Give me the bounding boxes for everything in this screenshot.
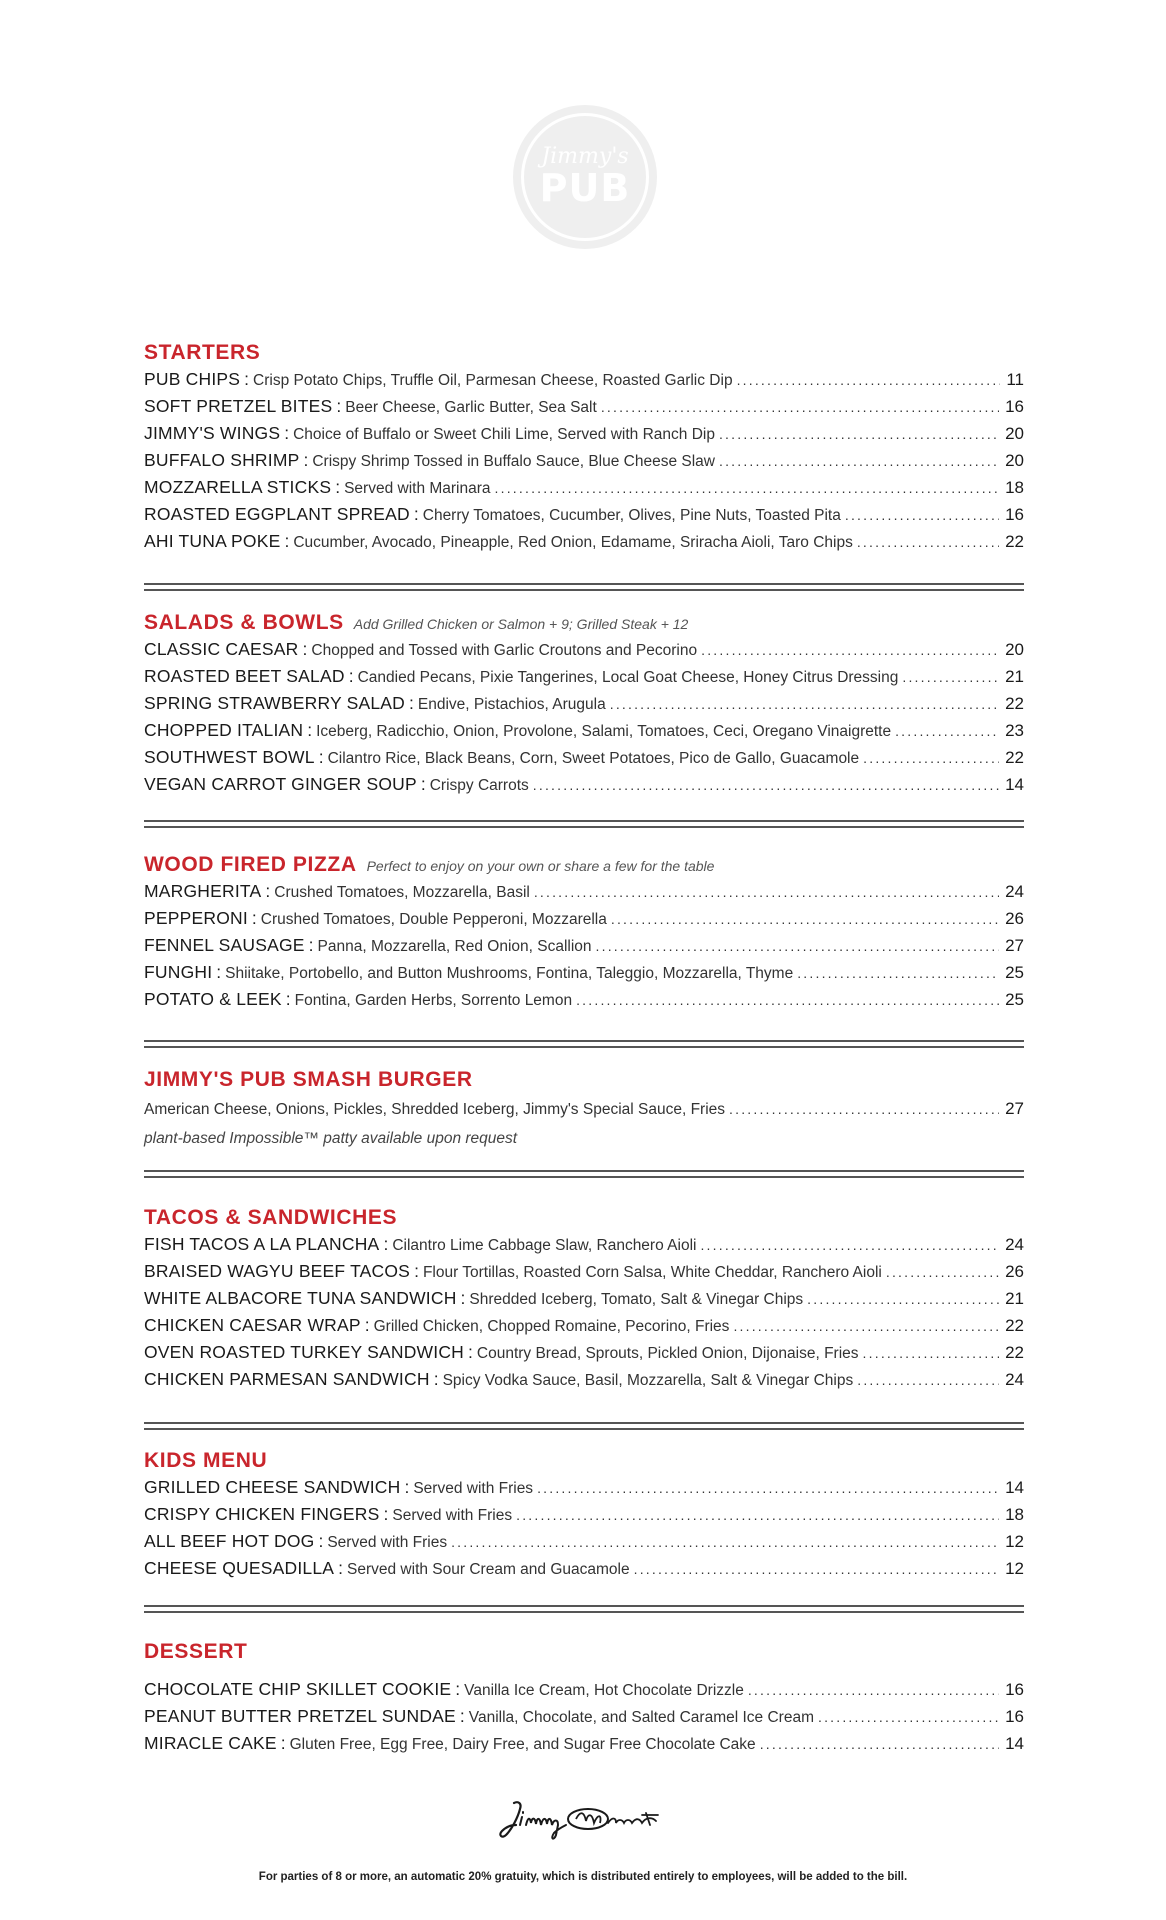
menu-item — [144, 423, 1024, 450]
item-price: 27 — [1005, 936, 1024, 955]
section-divider — [144, 1040, 1024, 1048]
leader-dots — [451, 1534, 999, 1550]
item-price: 21 — [1005, 1289, 1024, 1308]
item-name: PEANUT BUTTER PRETZEL SUNDAE — [144, 1706, 456, 1726]
item-name: BUFFALO SHRIMP — [144, 450, 300, 470]
item-price: 22 — [1005, 748, 1024, 767]
menu-item — [144, 639, 1024, 666]
section-kids — [144, 1449, 1024, 1585]
menu-item — [144, 720, 1024, 747]
item-price: 22 — [1005, 1343, 1024, 1362]
section-title: JIMMY'S PUB SMASH BURGER — [144, 1068, 473, 1091]
item-separator: : — [383, 1234, 389, 1254]
menu-item — [144, 1733, 1024, 1760]
pub-logo — [513, 105, 657, 249]
item-separator: : — [265, 881, 271, 901]
item-description: Crisp Potato Chips, Truffle Oil, Parmesan Cheese, Roasted Garlic Dip — [253, 372, 733, 389]
item-separator: : — [413, 504, 419, 524]
section-tacos — [144, 1206, 1024, 1396]
item-name: PEPPERONI — [144, 908, 248, 928]
leader-dots — [719, 426, 999, 442]
menu-item — [144, 908, 1024, 935]
item-name: SOFT PRETZEL BITES — [144, 396, 333, 416]
item-price: 20 — [1005, 424, 1024, 443]
item-price: 16 — [1005, 397, 1024, 416]
item-separator: : — [285, 989, 291, 1009]
item-separator: : — [284, 423, 290, 443]
section-dessert — [144, 1640, 1024, 1760]
item-price: 24 — [1005, 1235, 1024, 1254]
item-price: 18 — [1005, 478, 1024, 497]
item-note: plant-based Impossible™ patty available upon request — [144, 1130, 518, 1147]
item-name: FUNGHI — [144, 962, 213, 982]
item-price: 14 — [1005, 1478, 1024, 1497]
item-price: 14 — [1005, 775, 1024, 794]
item-description: Served with Sour Cream and Guacamole — [347, 1561, 630, 1578]
item-description: Crushed Tomatoes, Mozzarella, Basil — [274, 884, 530, 901]
leader-dots — [700, 1237, 999, 1253]
leader-dots — [634, 1561, 999, 1577]
item-price: 22 — [1005, 1316, 1024, 1335]
section-divider — [144, 583, 1024, 591]
section-title: STARTERS — [144, 341, 261, 364]
item-name: WHITE ALBACORE TUNA SANDWICH — [144, 1288, 457, 1308]
item-separator: : — [364, 1315, 370, 1335]
item-name: SOUTHWEST BOWL — [144, 747, 315, 767]
leader-dots — [895, 723, 999, 739]
menu-item — [144, 1558, 1024, 1585]
leader-dots — [495, 480, 1000, 496]
section-pizza — [144, 853, 1024, 1016]
item-description: Gluten Free, Egg Free, Dairy Free, and Sugar Free Chocolate Cake — [289, 1736, 756, 1753]
menu-item — [144, 774, 1024, 801]
menu-item — [144, 1099, 1024, 1126]
menu-item — [144, 1369, 1024, 1396]
item-price: 18 — [1005, 1505, 1024, 1524]
item-name: SPRING STRAWBERRY SALAD — [144, 693, 406, 713]
item-name: CRISPY CHICKEN FINGERS — [144, 1504, 380, 1524]
item-price: 22 — [1005, 532, 1024, 551]
leader-dots — [863, 750, 999, 766]
item-name: BRAISED WAGYU BEEF TACOS — [144, 1261, 411, 1281]
item-price: 14 — [1005, 1734, 1024, 1753]
menu-item — [144, 1679, 1024, 1706]
leader-dots — [902, 669, 999, 685]
leader-dots — [611, 911, 999, 927]
item-separator: : — [284, 531, 290, 551]
menu-item — [144, 935, 1024, 962]
item-description: Country Bread, Sprouts, Pickled Onion, Dijonaise, Fries — [476, 1345, 859, 1362]
menu-item — [144, 747, 1024, 774]
leader-dots — [807, 1291, 999, 1307]
item-description: Crushed Tomatoes, Double Pepperoni, Mozzarella — [260, 911, 607, 928]
section-note: Add Grilled Chicken or Salmon + 9; Grilled Steak + 12 — [353, 616, 689, 632]
leader-dots — [576, 992, 999, 1008]
item-separator: : — [455, 1679, 461, 1699]
item-price: 25 — [1005, 990, 1024, 1009]
item-description: Served with Fries — [327, 1534, 448, 1551]
menu-item — [144, 881, 1024, 908]
leader-dots — [737, 372, 1001, 388]
item-name: PUB CHIPS — [144, 369, 241, 389]
menu-item — [144, 989, 1024, 1016]
item-name: GRILLED CHEESE SANDWICH — [144, 1477, 401, 1497]
menu-item — [144, 1234, 1024, 1261]
leader-dots — [797, 965, 999, 981]
section-divider — [144, 1170, 1024, 1178]
item-separator: : — [348, 666, 354, 686]
leader-dots — [857, 534, 999, 550]
item-separator: : — [404, 1477, 410, 1497]
item-separator: : — [302, 639, 308, 659]
leader-dots — [701, 642, 999, 658]
item-price: 24 — [1005, 1370, 1024, 1389]
item-description: Cherry Tomatoes, Cucumber, Olives, Pine Nuts, Toasted Pita — [422, 507, 841, 524]
item-description: Fontina, Garden Herbs, Sorrento Lemon — [294, 992, 573, 1009]
item-price: 27 — [1005, 1099, 1024, 1118]
item-description: American Cheese, Onions, Pickles, Shredded Iceberg, Jimmy's Special Sauce, Fries — [144, 1101, 726, 1118]
item-description: Iceberg, Radicchio, Onion, Provolone, Salami, Tomatoes, Ceci, Oregano Vinaigrette — [316, 723, 892, 740]
menu-item — [144, 369, 1024, 396]
leader-dots — [610, 696, 999, 712]
menu-item — [144, 1288, 1024, 1315]
leader-dots — [748, 1682, 999, 1698]
menu-item — [144, 666, 1024, 693]
section-title: SALADS & BOWLS — [144, 611, 344, 634]
item-description: Vanilla, Chocolate, and Salted Caramel Ice Cream — [468, 1709, 814, 1726]
section-title: DESSERT — [144, 1640, 248, 1663]
item-description: Shiitake, Portobello, and Button Mushrooms, Fontina, Taleggio, Mozzarella, Thyme — [225, 965, 794, 982]
leader-dots — [533, 777, 999, 793]
gratuity-notice: For parties of 8 or more, an automatic 20% gratuity, which is distributed entirely to employees, will be added to the bill. — [258, 1871, 908, 1883]
leader-dots — [516, 1507, 999, 1523]
section-burger — [144, 1068, 1024, 1152]
item-separator: : — [251, 908, 257, 928]
item-name: ROASTED BEET SALAD — [144, 666, 345, 686]
item-price: 26 — [1005, 909, 1024, 928]
item-separator: : — [414, 1261, 419, 1281]
item-description: Cilantro Rice, Black Beans, Corn, Sweet Potatoes, Pico de Gallo, Guacamole — [327, 750, 860, 767]
menu-item — [144, 396, 1024, 423]
section-note: Perfect to enjoy on your own or share a few for the table — [366, 858, 715, 874]
item-name: FENNEL SAUSAGE — [144, 935, 305, 955]
item-name: CHICKEN CAESAR WRAP — [144, 1315, 361, 1335]
item-separator: : — [335, 477, 341, 497]
leader-dots — [601, 399, 999, 415]
item-name: ALL BEEF HOT DOG — [144, 1531, 315, 1551]
item-description: Choice of Buffalo or Sweet Chili Lime, Served with Ranch Dip — [293, 426, 715, 443]
signature-image — [496, 1795, 676, 1843]
item-price: 21 — [1005, 667, 1024, 686]
logo-pub-text: PUB — [539, 166, 631, 210]
item-separator: : — [308, 935, 314, 955]
item-name: CHEESE QUESADILLA — [144, 1558, 335, 1578]
item-price: 11 — [1006, 370, 1024, 389]
item-price: 24 — [1005, 882, 1024, 901]
item-separator: : — [409, 693, 414, 713]
item-price: 16 — [1005, 505, 1024, 524]
item-separator: : — [336, 396, 342, 416]
item-separator: : — [459, 1706, 465, 1726]
item-description: Shredded Iceberg, Tomato, Salt & Vinegar Chips — [469, 1291, 804, 1308]
menu-item — [144, 1477, 1024, 1504]
item-price: 12 — [1005, 1532, 1024, 1551]
item-description: Crispy Carrots — [429, 777, 529, 794]
item-description: Served with Fries — [413, 1480, 534, 1497]
item-name: MOZZARELLA STICKS — [144, 477, 332, 497]
item-description: Crispy Shrimp Tossed in Buffalo Sauce, Blue Cheese Slaw — [312, 453, 715, 470]
menu-item — [144, 962, 1024, 989]
menu-item — [144, 1531, 1024, 1558]
leader-dots — [729, 1101, 999, 1117]
section-salads — [144, 611, 1024, 801]
item-price: 12 — [1005, 1559, 1024, 1578]
item-separator: : — [303, 450, 309, 470]
section-title: WOOD FIRED PIZZA — [144, 853, 357, 876]
menu-item — [144, 1342, 1024, 1369]
item-description: Spicy Vodka Sauce, Basil, Mozzarella, Salt & Vinegar Chips — [442, 1372, 854, 1389]
item-separator: : — [433, 1369, 439, 1389]
item-description: Flour Tortillas, Roasted Corn Salsa, White Cheddar, Ranchero Aioli — [422, 1264, 882, 1281]
item-separator: : — [318, 747, 324, 767]
item-description: Served with Fries — [392, 1507, 513, 1524]
item-separator: : — [420, 774, 426, 794]
item-description: Chopped and Tossed with Garlic Croutons and Pecorino — [311, 642, 698, 659]
menu-item — [144, 1706, 1024, 1733]
item-separator: : — [468, 1342, 473, 1362]
section-title: KIDS MENU — [144, 1449, 268, 1472]
item-name: MARGHERITA — [144, 881, 262, 901]
section-title: TACOS & SANDWICHES — [144, 1206, 398, 1229]
leader-dots — [733, 1318, 999, 1334]
section-starters — [144, 341, 1024, 558]
item-name: JIMMY'S WINGS — [144, 423, 281, 443]
item-name: CHOCOLATE CHIP SKILLET COOKIE — [144, 1679, 452, 1699]
item-description: Vanilla Ice Cream, Hot Chocolate Drizzle — [464, 1682, 744, 1699]
item-separator: : — [460, 1288, 466, 1308]
leader-dots — [719, 453, 999, 469]
item-description: Grilled Chicken, Chopped Romaine, Pecorino, Fries — [373, 1318, 730, 1335]
leader-dots — [886, 1264, 999, 1280]
item-price: 16 — [1005, 1680, 1024, 1699]
item-separator: : — [318, 1531, 324, 1551]
item-price: 20 — [1005, 451, 1024, 470]
leader-dots — [818, 1709, 999, 1725]
item-price: 25 — [1005, 963, 1024, 982]
menu-item — [144, 450, 1024, 477]
menu-item — [144, 504, 1024, 531]
item-name: AHI TUNA POKE — [144, 531, 281, 551]
leader-dots — [596, 938, 1000, 954]
item-price: 16 — [1005, 1707, 1024, 1726]
leader-dots — [537, 1480, 999, 1496]
item-description: Endive, Pistachios, Arugula — [417, 696, 606, 713]
leader-dots — [845, 507, 999, 523]
section-divider — [144, 820, 1024, 828]
item-name: CHOPPED ITALIAN — [144, 720, 304, 740]
item-separator: : — [307, 720, 313, 740]
item-name: FISH TACOS A LA PLANCHA — [144, 1234, 380, 1254]
item-name: CLASSIC CAESAR — [144, 639, 299, 659]
item-price: 23 — [1005, 721, 1024, 740]
leader-dots — [857, 1372, 999, 1388]
item-separator: : — [216, 962, 222, 982]
menu-item — [144, 531, 1024, 558]
logo-script-text: Jimmy's — [541, 144, 629, 169]
item-separator: : — [338, 1558, 344, 1578]
leader-dots — [863, 1345, 1000, 1361]
menu-item — [144, 477, 1024, 504]
item-description: Cucumber, Avocado, Pineapple, Red Onion, Edamame, Sriracha Aioli, Taro Chips — [293, 534, 853, 551]
item-name: CHICKEN PARMESAN SANDWICH — [144, 1369, 430, 1389]
item-description: Cilantro Lime Cabbage Slaw, Ranchero Aioli — [392, 1237, 697, 1254]
leader-dots — [760, 1736, 999, 1752]
item-separator: : — [244, 369, 250, 389]
item-name: POTATO & LEEK — [144, 989, 282, 1009]
menu-item — [144, 693, 1024, 720]
item-price: 26 — [1005, 1262, 1024, 1281]
item-description: Candied Pecans, Pixie Tangerines, Local Goat Cheese, Honey Citrus Dressing — [357, 669, 899, 686]
item-price: 20 — [1005, 640, 1024, 659]
item-description: Beer Cheese, Garlic Butter, Sea Salt — [345, 399, 597, 416]
item-separator: : — [383, 1504, 389, 1524]
item-description: Panna, Mozzarella, Red Onion, Scallion — [317, 938, 592, 955]
section-divider — [144, 1422, 1024, 1430]
item-name: ROASTED EGGPLANT SPREAD — [144, 504, 410, 524]
item-name: OVEN ROASTED TURKEY SANDWICH — [144, 1342, 465, 1362]
section-divider — [144, 1605, 1024, 1613]
leader-dots — [534, 884, 999, 900]
menu-item — [144, 1261, 1024, 1288]
item-description: Served with Marinara — [344, 480, 491, 497]
menu-item — [144, 1315, 1024, 1342]
menu-item — [144, 1504, 1024, 1531]
item-price: 22 — [1005, 694, 1024, 713]
item-name: VEGAN CARROT GINGER SOUP — [144, 774, 417, 794]
item-name: MIRACLE CAKE — [144, 1733, 277, 1753]
item-separator: : — [280, 1733, 286, 1753]
